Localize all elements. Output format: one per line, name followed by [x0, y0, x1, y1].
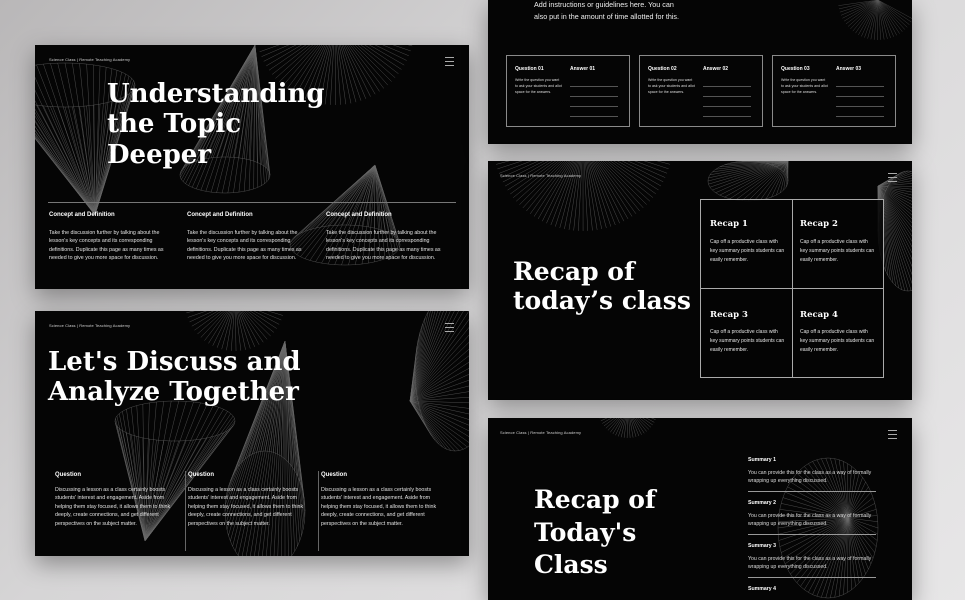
slide-understanding-topic[interactable]	[35, 45, 469, 289]
instructions-text: Add instructions or guidelines here. You can also put in the amount of time allotted for this.	[534, 0, 680, 21]
summary-heading: Summary 4	[748, 586, 776, 592]
slide-title: Recap of today’s class	[513, 257, 691, 316]
answer-line	[570, 86, 618, 87]
summary-heading: Summary 3	[748, 543, 776, 549]
answer-line	[836, 96, 884, 97]
column-divider	[318, 471, 319, 551]
brand-label: Science Class | Remote Teaching Academy	[500, 430, 582, 435]
recap-text: Cap off a productive class with key summary points students can easily remember.	[710, 239, 785, 263]
recap-heading: Recap 1	[710, 219, 748, 229]
question-box[interactable]	[506, 55, 630, 127]
menu-icon[interactable]	[888, 173, 897, 182]
column-heading: Concept and Definition	[326, 212, 392, 218]
column-text: Take the discussion further by talking about the lesson's key concepts and its corresponding definitions. Duplicate this page as many times as needed to give you more space for discussion.	[326, 230, 441, 262]
question-label: Question 01	[515, 66, 544, 72]
question-box[interactable]	[772, 55, 896, 127]
answer-label: Answer 01	[570, 66, 596, 72]
recap-heading: Recap 2	[800, 219, 838, 229]
recap-heading: Recap 3	[710, 310, 748, 320]
answer-label: Answer 03	[836, 66, 862, 72]
column-heading: Concept and Definition	[187, 212, 253, 218]
answer-line	[703, 96, 751, 97]
summary-text: You can provide this for the class as a way of formally wrapping up everything discussed.	[748, 513, 872, 528]
recap-heading: Recap 4	[800, 310, 838, 320]
question-label: Question 03	[781, 66, 810, 72]
grid-divider	[700, 288, 883, 289]
answer-label: Answer 02	[703, 66, 729, 72]
answer-line	[703, 86, 751, 87]
summary-divider	[748, 534, 876, 535]
question-text: Write the question you want to ask your students and allot space for the answers.	[515, 78, 562, 94]
question-label: Question 02	[648, 66, 677, 72]
menu-icon[interactable]	[445, 323, 454, 332]
answer-line	[570, 116, 618, 117]
menu-icon[interactable]	[888, 430, 897, 439]
slide-questions[interactable]	[488, 0, 912, 144]
slide-recap-summary[interactable]	[488, 418, 912, 600]
column-heading: Concept and Definition	[49, 212, 115, 218]
brand-label: Science Class | Remote Teaching Academy	[49, 57, 131, 62]
question-text: Write the question you want to ask your students and allot space for the answers.	[781, 78, 828, 94]
summary-heading: Summary 2	[748, 500, 776, 506]
summary-heading: Summary 1	[748, 457, 776, 463]
menu-icon[interactable]	[445, 57, 454, 66]
question-text: Write the question you want to ask your students and allot space for the answers.	[648, 78, 695, 94]
brand-label: Science Class | Remote Teaching Academy	[500, 173, 582, 178]
brand-label: Science Class | Remote Teaching Academy	[49, 323, 131, 328]
column-text: Discussing a lesson as a class certainly boosts students' interest and engagement. Aside from helping them stay focused, it allows them to think deeply, create connections, and get different perspectives on the subject matter.	[321, 487, 437, 527]
slide-discuss-analyze[interactable]	[35, 311, 469, 556]
answer-line	[703, 106, 751, 107]
column-heading: Question	[321, 472, 348, 478]
slide-title: Recap of Today's Class	[534, 485, 656, 579]
answer-line	[570, 96, 618, 97]
column-text: Take the discussion further by talking about the lesson's key concepts and its corresponding definitions. Duplicate this page as many times as needed to give you more space for discussion.	[49, 230, 164, 262]
summary-divider	[748, 577, 876, 578]
summary-divider	[748, 491, 876, 492]
slide-recap-grid[interactable]	[488, 161, 912, 400]
column-divider	[185, 471, 186, 551]
slide-title: Understanding the Topic Deeper	[107, 79, 325, 170]
slide-title: Let's Discuss and Analyze Together	[48, 347, 301, 408]
summary-text: You can provide this for the class as a way of formally wrapping up everything discussed.	[748, 556, 872, 571]
recap-text: Cap off a productive class with key summary points students can easily remember.	[800, 329, 875, 353]
answer-line	[836, 86, 884, 87]
answer-line	[703, 116, 751, 117]
question-box[interactable]	[639, 55, 763, 127]
answer-line	[570, 106, 618, 107]
summary-text: You can provide this for the class as a way of formally wrapping up everything discussed.	[748, 470, 872, 485]
column-text: Discussing a lesson as a class certainly boosts students' interest and engagement. Aside from helping them stay focused, it allows them to think deeply, create connections, and get different perspectives on the subject matter.	[55, 487, 171, 527]
answer-line	[836, 116, 884, 117]
column-text: Discussing a lesson as a class certainly boosts students' interest and engagement. Aside from helping them stay focused, it allows them to think deeply, create connections, and get different perspectives on the subject matter.	[188, 487, 304, 527]
answer-line	[836, 106, 884, 107]
divider-line	[48, 202, 456, 203]
recap-text: Cap off a productive class with key summary points students can easily remember.	[800, 239, 875, 263]
column-text: Take the discussion further by talking about the lesson's key concepts and its corresponding definitions. Duplicate this page as many times as needed to give you more space for discussion.	[187, 230, 302, 262]
column-heading: Question	[188, 472, 215, 478]
recap-text: Cap off a productive class with key summary points students can easily remember.	[710, 329, 785, 353]
column-heading: Question	[55, 472, 82, 478]
